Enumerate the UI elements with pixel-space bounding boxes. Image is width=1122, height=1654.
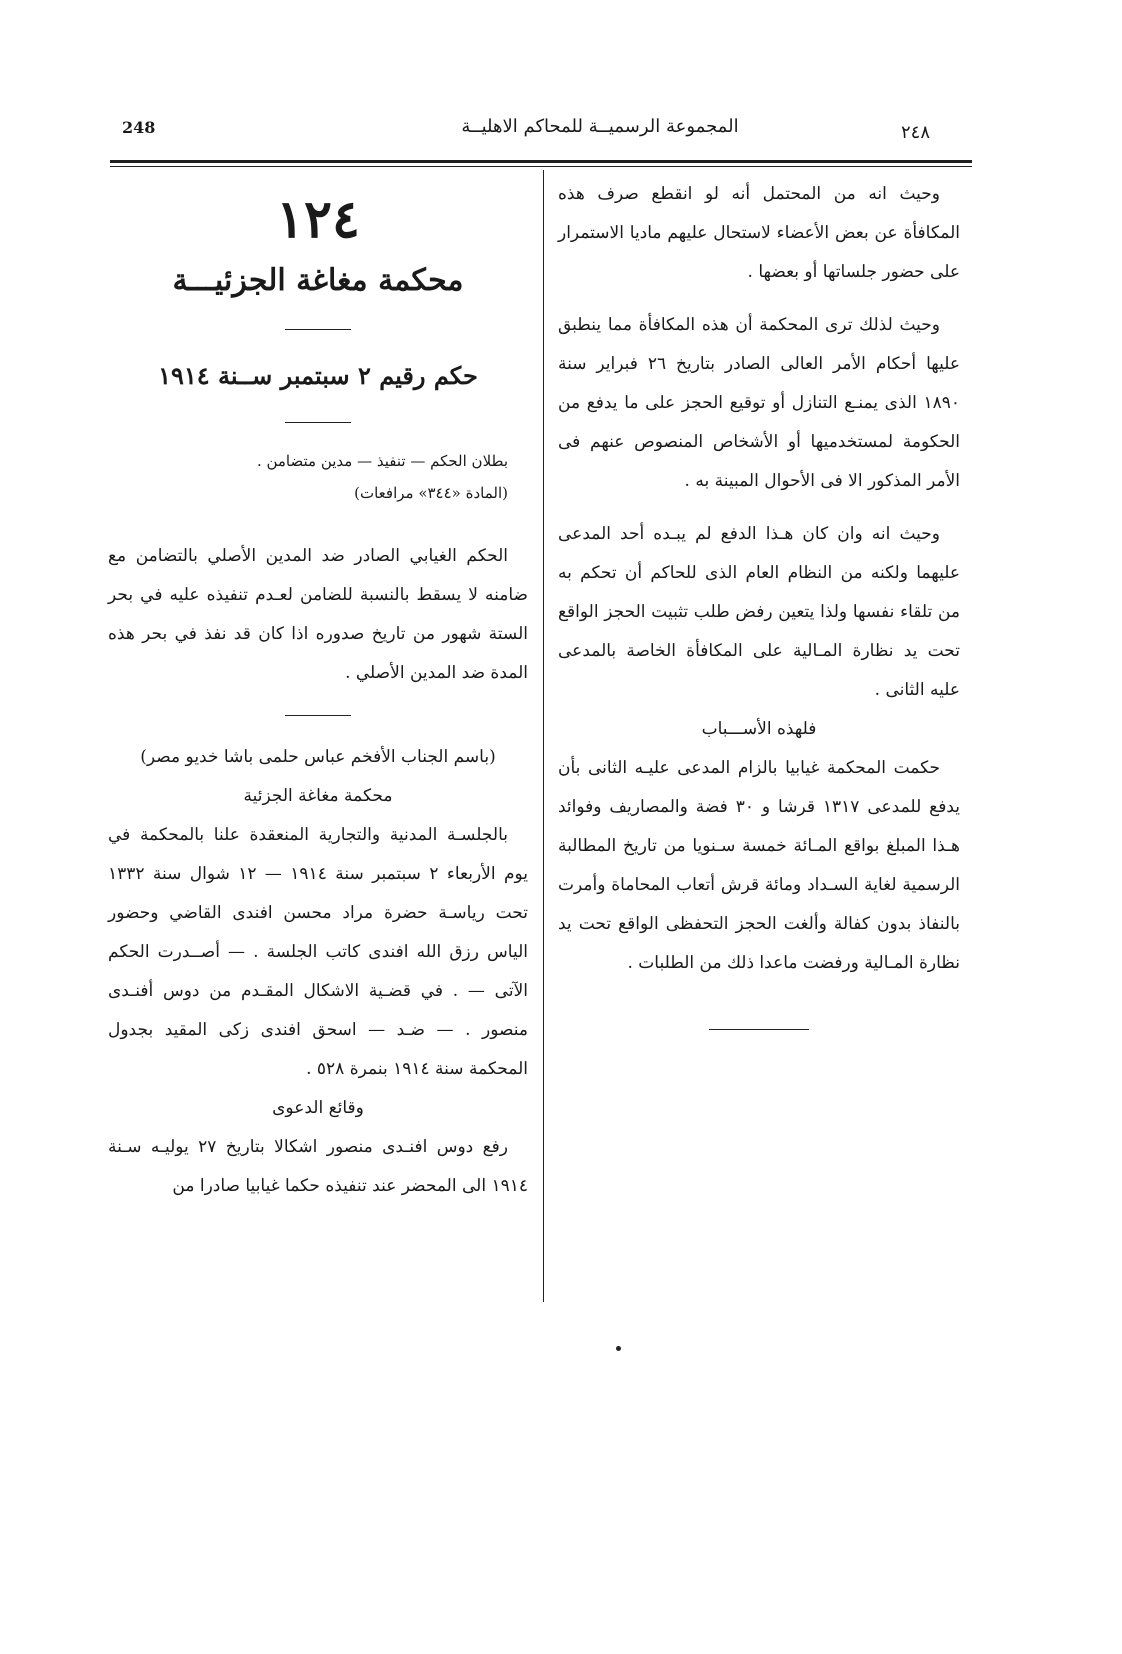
invocation: (باسم الجناب الأفخم عباس حلمى باشا خديو مصر)	[140, 747, 496, 767]
ruling-text: حكمت المحكمة غيابيا بالزام المدعى عليـه الثانى بأن يدفع للمدعى ١٣١٧ قرشا و ٣٠ فضة والمصاريف وفوائد هـذا المبلغ بواقع المـائة خمسة سـنويا من تاريخ المطالبة الرسمية لغاية السـداد ومائة قرش أتعاب المحاماة وأمرت بالنفاذ بدون كفالة وألغت الحجز التحفظى الواقع تحت يد نظارة المـالية ورفضت ماعدا ذلك من الطلبات .	[558, 758, 961, 973]
headnote: الحكم الغيابي الصادر ضد المدين الأصلي بالتضامن مع ضامنه لا يسقط بالنسبة للضامن لعـدم تنفيذه عليه في بحر الستة شهور من تاريخ صدوره اذا كان قد نفذ في بحر هذه المدة ضد المدين الأصلي .	[108, 546, 528, 683]
facts-text: رفع دوس افنـدى منصور اشكالا بتاريخ ٢٧ يوليـه سـنة ١٩١٤ الى المحضر عند تنفيذه حكما غيابيا صادرا من	[108, 1137, 528, 1196]
court-title: محكمة مغاغة الجزئيـــة	[172, 263, 464, 298]
header-rule-thin	[110, 166, 972, 167]
section-rule	[285, 715, 351, 716]
facts-heading: وقائع الدعوى	[272, 1098, 364, 1118]
reasons-heading: فلهذه الأســـباب	[701, 719, 817, 739]
section-rule	[285, 329, 351, 330]
paragraph-public-order: وحيث انه وان كان هـذا الدفع لم يبـده أحد المدعى عليهما ولكنه من النظام العام الذى للحاكم أن تحكم به من تلقاء نفسها ولذا يتعين رفض طلب تثبيت الحجز الواقع تحت يد نظارة المـالية على المكافأة الخاصة بالمدعى عليه الثانى .	[558, 524, 960, 700]
header-rule-thick	[110, 160, 972, 163]
column-divider	[543, 170, 544, 1302]
print-speck	[616, 1346, 621, 1351]
case-number: ١٢٤	[276, 189, 360, 250]
page-number-latin: 248	[122, 118, 156, 137]
summary-article: (المادة «٣٤٤» مرافعات)	[354, 484, 508, 502]
running-head: المجموعة الرسميــة للمحاكم الاهليــة	[461, 116, 739, 137]
section-rule	[285, 422, 351, 423]
paragraph-remuneration: وحيث انه من المحتمل أنه لو انقطع صرف هذه المكافأة عن بعض الأعضاء لاستحال عليهم ماديا الاستمرار على حضور جلساتها أو بعضها .	[558, 184, 960, 282]
paragraph-law-application: وحيث لذلك ترى المحكمة أن هذه المكافأة مما ينطبق عليها أحكام الأمر العالى الصادر بتاريخ ٢٦ فبراير سنة ١٨٩٠ الذى يمنـع التنازل أو توقيع الحجز على ما يدفع من الحكومة لمستخدميها أو الأشخاص المنصوص عنهم فى الأمر المذكور الا فى الأحوال المبينة به .	[558, 315, 960, 491]
page-number-arabic: ٢٤٨	[900, 122, 930, 143]
end-rule	[709, 1029, 809, 1030]
left-column	[108, 175, 528, 1206]
session-text: بالجلسـة المدنية والتجارية المنعقدة علنا بالمحكمة في يوم الأربعاء ٢ سبتمبر سنة ١٩١٤ — ١٢ شوال سنة ١٣٣٢ تحت رياسـة حضرة مراد محسن افندى القاضي وحضور الياس رزق الله افندى كاتب الجلسة . — أصــدرت الحكم الآتى — . في قضـية الاشكال المقـدم من دوس أفنـدى منصور . — ضـد — اسحق افندى زكى المقيد بجدول المحكمة سنة ١٩١٤ بنمرة ٥٢٨ .	[108, 825, 528, 1079]
judgment-title: حكم رقيم ٢ سبتمبر ســنة ١٩١٤	[158, 361, 478, 390]
summary-keywords: بطلان الحكم — تنفيذ — مدين متضامن .	[256, 452, 508, 470]
court-name: محكمة مغاغة الجزئية	[243, 786, 393, 806]
page-header	[110, 112, 970, 152]
right-column	[558, 175, 960, 1030]
